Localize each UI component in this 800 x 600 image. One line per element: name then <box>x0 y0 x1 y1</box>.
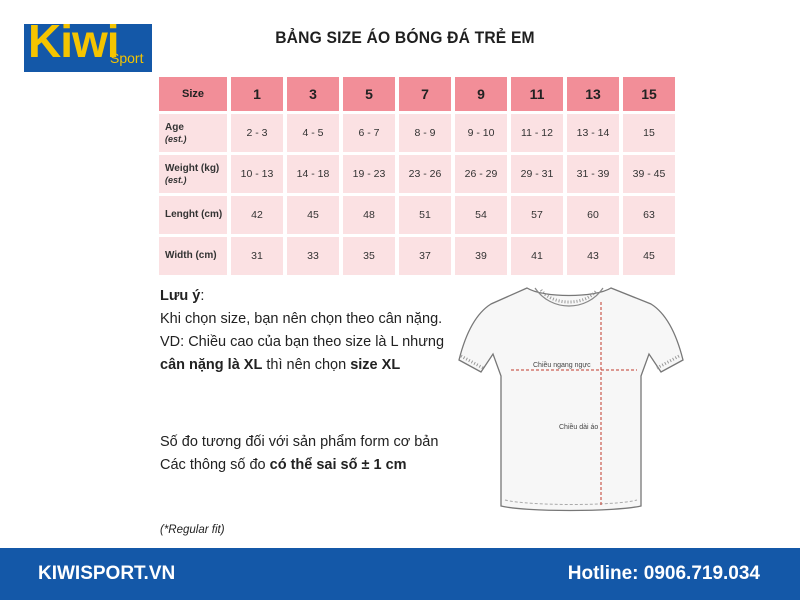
table-cell: 33 <box>287 237 339 275</box>
table-row-age <box>159 114 675 152</box>
logo-sub-text: Sport <box>110 50 144 66</box>
table-cell: 15 <box>623 114 675 152</box>
table-cell: 9 - 10 <box>455 114 507 152</box>
notes-spacer <box>160 377 460 431</box>
kiwi-sport-logo <box>24 24 152 72</box>
table-cell: 11 - 12 <box>511 114 563 152</box>
size-header-label: Size <box>159 77 227 111</box>
notes-heading-suffix: : <box>200 288 205 304</box>
notes-heading: Lưu ý <box>160 288 201 304</box>
table-cell: 39 - 45 <box>623 155 675 193</box>
size-header-cell: 15 <box>623 77 675 111</box>
notes-line-3-bold-1: cân nặng là XL <box>160 357 263 373</box>
size-header-cell: 1 <box>231 77 283 111</box>
row-label-sub: (est.) <box>165 174 187 185</box>
regular-fit-note: (*Regular fit) <box>160 524 225 536</box>
size-header-cell: 11 <box>511 77 563 111</box>
table-row-length <box>159 196 675 234</box>
table-cell: 29 - 31 <box>511 155 563 193</box>
table-cell: 43 <box>567 237 619 275</box>
row-label-text: Weight (kg) <box>165 163 220 175</box>
chest-measure-label: Chiều ngang ngực <box>533 362 591 369</box>
table-cell: 14 - 18 <box>287 155 339 193</box>
notes-line-5 <box>160 454 460 477</box>
size-header-row <box>159 77 675 111</box>
table-cell: 31 <box>231 237 283 275</box>
table-cell: 39 <box>455 237 507 275</box>
notes-line-4: Số đo tương đối với sản phẩm form cơ bản <box>160 434 439 450</box>
length-measure-label: Chiều dài áo <box>559 424 599 431</box>
row-label-age <box>159 114 227 152</box>
table-cell: 51 <box>399 196 451 234</box>
table-cell: 4 - 5 <box>287 114 339 152</box>
tshirt-outline <box>459 288 683 511</box>
size-table <box>155 74 679 278</box>
row-label-length <box>159 196 227 234</box>
size-header-cell: 7 <box>399 77 451 111</box>
row-label-width <box>159 237 227 275</box>
table-cell: 37 <box>399 237 451 275</box>
tshirt-svg <box>455 280 685 525</box>
table-row-weight <box>159 155 675 193</box>
notes-line-5-bold: có thể sai số ± 1 cm <box>269 457 407 473</box>
table-cell: 48 <box>343 196 395 234</box>
row-label-sub: (est.) <box>165 133 187 144</box>
table-cell: 35 <box>343 237 395 275</box>
notes-line-5-pre: Các thông số đo <box>160 457 270 473</box>
table-cell: 10 - 13 <box>231 155 283 193</box>
size-header-cell: 9 <box>455 77 507 111</box>
footer-website[interactable]: KIWISPORT.VN <box>38 563 176 584</box>
notes-line-3-bold-2: size XL <box>350 357 401 373</box>
page-title: BẢNG SIZE ÁO BÓNG ĐÁ TRẺ EM <box>275 28 535 47</box>
row-label-text: Width (cm) <box>165 250 217 262</box>
table-cell: 45 <box>287 196 339 234</box>
table-cell: 54 <box>455 196 507 234</box>
row-label-weight <box>159 155 227 193</box>
size-header-cell: 5 <box>343 77 395 111</box>
table-cell: 42 <box>231 196 283 234</box>
notes-line-2: VD: Chiều cao của bạn theo size là L nhưng <box>160 334 445 350</box>
table-cell: 41 <box>511 237 563 275</box>
size-header-cell: 13 <box>567 77 619 111</box>
table-cell: 8 - 9 <box>399 114 451 152</box>
row-label-text: Lenght (cm) <box>165 209 223 221</box>
table-cell: 63 <box>623 196 675 234</box>
table-cell: 13 - 14 <box>567 114 619 152</box>
table-cell: 26 - 29 <box>455 155 507 193</box>
row-label-text: Age <box>165 122 184 134</box>
table-cell: 57 <box>511 196 563 234</box>
table-cell: 60 <box>567 196 619 234</box>
footer-hotline[interactable]: Hotline: 0906.719.034 <box>567 563 760 584</box>
size-notes <box>160 285 460 477</box>
table-cell: 31 - 39 <box>567 155 619 193</box>
table-cell: 2 - 3 <box>231 114 283 152</box>
tshirt-illustration <box>455 280 685 525</box>
logo-main-text: Kiwi <box>28 24 119 67</box>
notes-heading-line <box>160 285 460 308</box>
table-row-width <box>159 237 675 275</box>
table-cell: 6 - 7 <box>343 114 395 152</box>
notes-line-1: Khi chọn size, bạn nên chọn theo cân nặng. <box>160 311 443 327</box>
footer-bar <box>0 548 800 600</box>
size-header-cell: 3 <box>287 77 339 111</box>
notes-line-3 <box>160 354 460 377</box>
table-cell: 19 - 23 <box>343 155 395 193</box>
table-cell: 45 <box>623 237 675 275</box>
notes-line-3-mid: thì nên chọn <box>262 357 351 373</box>
table-cell: 23 - 26 <box>399 155 451 193</box>
